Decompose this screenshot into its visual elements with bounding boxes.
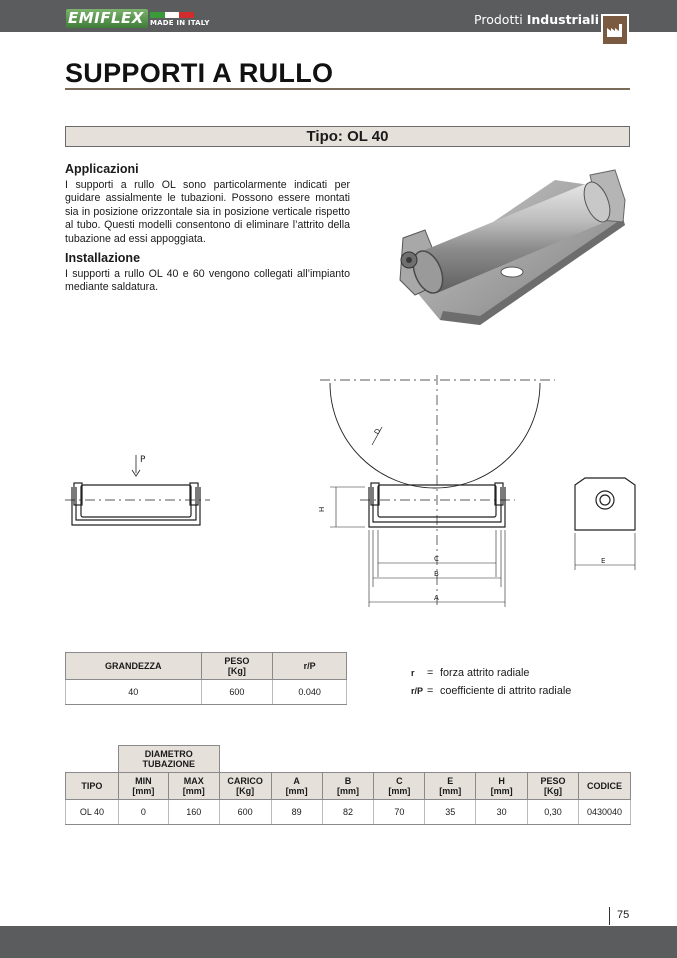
brand-logo	[66, 9, 148, 28]
technical-drawing	[60, 365, 640, 610]
label-e: E	[601, 557, 606, 565]
cell-tipo: OL 40	[66, 800, 119, 825]
cell-carico: 600	[219, 800, 271, 825]
legend-text: coefficiente di attrito radiale	[440, 685, 572, 697]
specs-table	[65, 745, 631, 825]
made-in-italy-label: MADE IN ITALY	[150, 19, 210, 27]
footer-bar	[0, 926, 677, 958]
brand-name: EMIFLEX	[66, 9, 148, 28]
category-light: Prodotti	[474, 12, 523, 27]
product-photo	[385, 160, 635, 345]
legend-item	[411, 682, 571, 700]
label-c: C	[434, 555, 439, 563]
header-bar	[0, 0, 677, 32]
label-d: D	[372, 427, 383, 436]
grandezza-table	[65, 652, 347, 705]
col-min: MIN [mm]	[118, 773, 168, 800]
cell-peso: 0,30	[528, 800, 579, 825]
applicazioni-heading: Applicazioni	[65, 162, 139, 176]
legend-text: forza attrito radiale	[440, 667, 530, 679]
label-p: P	[140, 455, 146, 465]
col-rp: r/P	[273, 653, 347, 680]
legend-sep: =	[427, 685, 434, 697]
col-h: H [mm]	[476, 773, 528, 800]
legend-item	[411, 664, 571, 682]
col-b: B [mm]	[322, 773, 374, 800]
col-tipo: TIPO	[66, 773, 119, 800]
title-divider	[65, 88, 630, 90]
installazione-text: I supporti a rullo OL 40 e 60 vengono collegati all’impianto mediante saldatura.	[65, 267, 350, 293]
description-block	[65, 163, 350, 301]
cell-e: 35	[425, 800, 476, 825]
label-a: A	[434, 594, 439, 602]
col-grandezza: GRANDEZZA	[66, 653, 202, 680]
cell-max: 160	[168, 800, 219, 825]
col-a: A [mm]	[271, 773, 322, 800]
category-label	[474, 12, 599, 27]
col-e: E [mm]	[425, 773, 476, 800]
page-number: 75	[609, 907, 629, 925]
cell-grandezza: 40	[66, 680, 202, 705]
factory-icon	[601, 14, 629, 46]
cell-b: 82	[322, 800, 374, 825]
table-row	[66, 800, 631, 825]
tipo-bar: Tipo: OL 40	[65, 126, 630, 147]
cell-codice: 0430040	[578, 800, 630, 825]
cell-c: 70	[374, 800, 425, 825]
cell-a: 89	[271, 800, 322, 825]
col-peso-label: PESO	[224, 656, 250, 666]
col-peso-unit: [Kg]	[227, 666, 246, 676]
applicazioni-text: I supporti a rullo OL sono particolarmente indicati per guidare assialmente le tubazioni. Possono essere montati sia in posizione orizzontale sia in posizione verticale rispetto al tubo. Questi modelli consentono di eliminare l’attrito della tubazione ad essi appoggiata.	[65, 178, 350, 245]
italian-flag-icon	[150, 12, 194, 18]
col-c: C [mm]	[374, 773, 425, 800]
col-peso	[201, 653, 273, 680]
cell-peso: 600	[201, 680, 273, 705]
table-row	[66, 680, 347, 705]
cell-h: 30	[476, 800, 528, 825]
cell-rp: 0.040	[273, 680, 347, 705]
page-title: SUPPORTI A RULLO	[65, 58, 334, 88]
installazione-heading: Installazione	[65, 251, 141, 265]
legend-sep: =	[427, 667, 434, 679]
cell-min: 0	[118, 800, 168, 825]
col-carico: CARICO [Kg]	[219, 773, 271, 800]
legend	[411, 664, 571, 700]
legend-key: r/P	[411, 686, 424, 696]
label-h: H	[318, 506, 326, 512]
label-b: B	[434, 570, 439, 578]
legend-key: r	[411, 668, 415, 678]
group-diametro-tubazione: DIAMETRO TUBAZIONE	[118, 746, 219, 773]
category-bold: Industriali	[526, 12, 599, 27]
col-peso: PESO [Kg]	[528, 773, 579, 800]
col-codice: CODICE	[578, 773, 630, 800]
col-max: MAX [mm]	[168, 773, 219, 800]
